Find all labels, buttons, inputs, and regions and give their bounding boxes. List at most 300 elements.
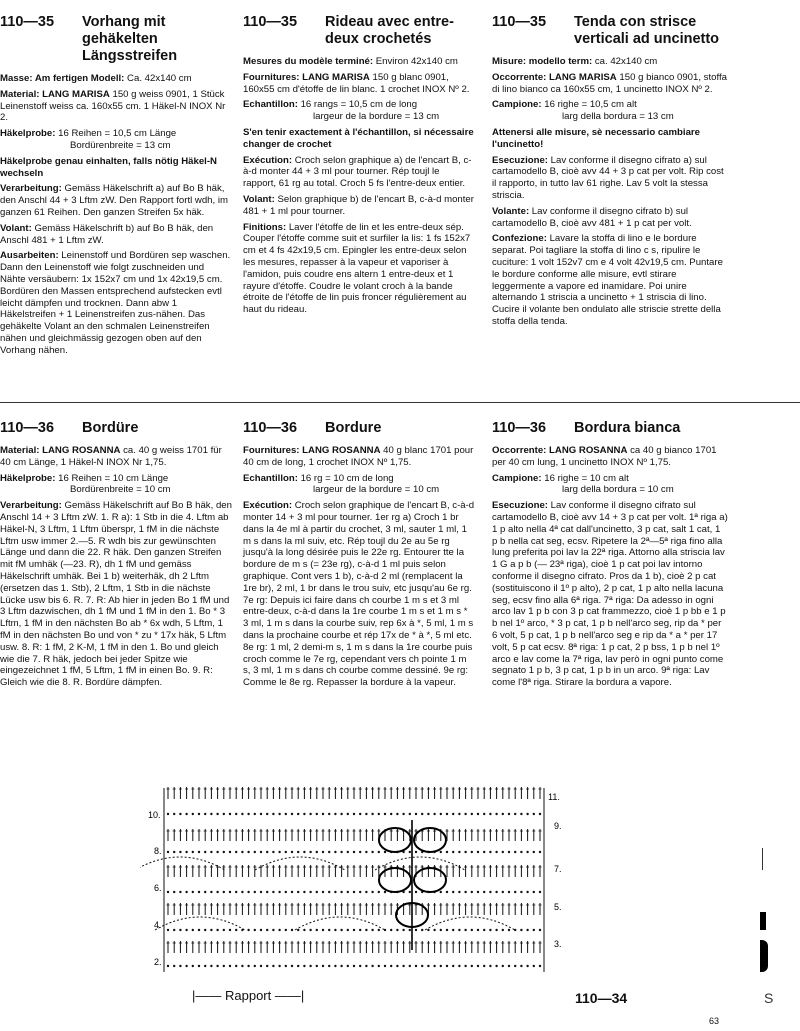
chain-symbol	[272, 851, 274, 853]
chain-symbol	[415, 813, 417, 815]
chain-symbol	[216, 965, 218, 967]
chain-symbol	[378, 891, 380, 893]
chain-symbol	[378, 813, 380, 815]
chain-symbol	[291, 813, 293, 815]
chain-symbol	[526, 851, 528, 853]
chain-symbol	[192, 851, 194, 853]
chain-symbol	[179, 851, 181, 853]
chain-symbol	[173, 813, 175, 815]
chain-symbol	[452, 813, 454, 815]
chain-symbol	[495, 965, 497, 967]
scallop-arc	[295, 917, 385, 930]
chain-symbol	[340, 813, 342, 815]
chain-symbol	[285, 929, 287, 931]
pattern-code: 110—36	[0, 420, 55, 436]
chain-symbol	[440, 929, 442, 931]
chain-symbol	[223, 813, 225, 815]
chain-symbol	[278, 929, 280, 931]
pattern-code: 110—36	[243, 420, 298, 436]
chain-symbol	[285, 813, 287, 815]
it-section-110-35	[492, 14, 728, 332]
chain-symbol	[254, 813, 256, 815]
row-label-left: 6.	[154, 883, 162, 893]
chain-symbol	[433, 965, 435, 967]
chain-symbol	[359, 813, 361, 815]
chart-row-labels	[148, 792, 562, 967]
chain-symbol	[309, 813, 311, 815]
chain-symbol	[278, 965, 280, 967]
chain-symbol	[229, 851, 231, 853]
chain-symbol	[291, 891, 293, 893]
chain-symbol	[241, 965, 243, 967]
chain-symbol	[464, 813, 466, 815]
chart-symbols	[140, 787, 544, 972]
chain-symbol	[446, 965, 448, 967]
chain-symbol	[415, 965, 417, 967]
chain-symbol	[229, 813, 231, 815]
chain-symbol	[204, 813, 206, 815]
rapport-label: Rapport	[225, 988, 272, 1003]
gauge-warning: S'en tenir exactement à l'échantillon, si nécessaire changer de crochet	[243, 126, 474, 150]
chain-symbol	[402, 813, 404, 815]
edge-mark	[760, 940, 768, 972]
chain-symbol	[415, 851, 417, 853]
chain-symbol	[458, 965, 460, 967]
chain-symbol	[340, 929, 342, 931]
gauge-line: Echantillon: 16 rg = 10 cm de long largeur de la bordure = 10 cm	[243, 472, 440, 496]
chain-symbol	[514, 813, 516, 815]
chain-symbol	[533, 813, 535, 815]
pattern-title: Bordure	[325, 420, 382, 436]
chain-symbol	[266, 965, 268, 967]
chain-symbol	[489, 891, 491, 893]
chain-symbol	[396, 965, 398, 967]
chain-symbol	[316, 851, 318, 853]
chain-symbol	[192, 965, 194, 967]
chain-symbol	[260, 813, 262, 815]
pattern-code: 110—36	[492, 420, 547, 436]
chain-symbol	[210, 813, 212, 815]
it-section-110-36	[492, 420, 728, 693]
chain-symbol	[464, 851, 466, 853]
chain-symbol	[483, 813, 485, 815]
chain-symbol	[254, 891, 256, 893]
chain-symbol	[334, 813, 336, 815]
chain-symbol	[216, 813, 218, 815]
chain-symbol	[266, 891, 268, 893]
chain-symbol	[328, 851, 330, 853]
instructions: Exécution: Croch selon graphique a) de l'encart B, c-à-d monter 44 + 3 ml pour tourner. Rép toujl le rapport, 61 rg au total. Croch 5 fs l'entre-deux entier.	[243, 154, 472, 190]
chain-symbol	[365, 891, 367, 893]
chain-symbol	[353, 929, 355, 931]
chain-symbol	[433, 813, 435, 815]
chain-symbol	[204, 929, 206, 931]
chain-symbol	[235, 965, 237, 967]
chain-symbol	[371, 813, 373, 815]
chain-symbol	[502, 929, 504, 931]
chain-symbol	[421, 965, 423, 967]
scallop-arc	[155, 917, 245, 930]
gauge-line: Häkelprobe: 16 Reihen = 10 cm Länge Bordürenbreite = 10 cm	[0, 472, 171, 496]
pattern-title: Rideau avec entre-deux crochetés	[325, 14, 454, 47]
chain-symbol	[464, 929, 466, 931]
chain-symbol	[278, 813, 280, 815]
chain-symbol	[278, 851, 280, 853]
chain-symbol	[247, 813, 249, 815]
chain-symbol	[247, 891, 249, 893]
chain-symbol	[421, 813, 423, 815]
chain-symbol	[328, 929, 330, 931]
chain-symbol	[291, 929, 293, 931]
chain-symbol	[526, 929, 528, 931]
crochet-chart	[140, 780, 580, 985]
row-label-right: 3.	[554, 939, 562, 949]
chain-symbol	[266, 851, 268, 853]
chart-code: 110—34	[575, 990, 628, 1006]
chain-symbol	[421, 929, 423, 931]
chain-symbol	[347, 813, 349, 815]
chain-symbol	[291, 965, 293, 967]
chain-symbol	[390, 813, 392, 815]
volant-line: Volant: Selon graphique b) de l'encart B, c-à-d monter 481 + 1 ml pour tourner.	[243, 193, 474, 217]
chain-symbol	[508, 965, 510, 967]
chain-symbol	[334, 891, 336, 893]
chain-symbol	[477, 813, 479, 815]
chain-symbol	[347, 891, 349, 893]
pattern-title: Tenda con strisce verticali ad uncinetto	[574, 14, 720, 47]
de-section-110-36	[0, 420, 232, 693]
chain-symbol	[185, 965, 187, 967]
chain-symbol	[260, 851, 262, 853]
chain-symbol	[471, 929, 473, 931]
chain-symbol	[409, 929, 411, 931]
chain-symbol	[229, 891, 231, 893]
chain-symbol	[427, 813, 429, 815]
chain-symbol	[328, 891, 330, 893]
chain-symbol	[539, 965, 541, 967]
page-number: 63	[709, 1016, 720, 1026]
pattern-title: Vorhang mit gehäkelten Längsstreifen	[82, 14, 178, 64]
chain-symbol	[179, 929, 181, 931]
finishing: Finitions: Laver l'étoffe de lin et les entre-deux sép. Couper l'étoffe comme suit et surfiler la lis: 1 fs 152x7 cm et 4 fs 42x19,5 cm. Epingler les entre-deux selon les mesures, repasser à la vapeur et vaporiser à l'amidon, puis coudre ens altern 1 entre-deux et 1 rayure d'étoffe. Coudre le volant croch à la bande étroite de l'étoffe de lin puis froncer régulièrement au haut du rideau.	[243, 221, 471, 316]
chain-symbol	[297, 965, 299, 967]
chain-symbol	[508, 851, 510, 853]
chain-symbol	[303, 929, 305, 931]
chain-symbol	[464, 965, 466, 967]
chain-symbol	[198, 813, 200, 815]
chain-symbol	[508, 891, 510, 893]
masse-line: Masse: Am fertigen Modell: Ca. 42x140 cm	[0, 73, 192, 84]
chain-symbol	[167, 929, 169, 931]
chain-symbol	[247, 851, 249, 853]
chain-symbol	[378, 965, 380, 967]
chain-symbol	[241, 851, 243, 853]
chain-symbol	[353, 965, 355, 967]
chain-symbol	[526, 813, 528, 815]
chain-symbol	[353, 813, 355, 815]
scallop-arc	[425, 917, 515, 930]
instructions: Esecuzione: Lav conforme il disegno cifrato a) sul cartamodello B, cioè avv 44 + 3 p cat per volt. Rip cost il rapporto, in tutto lav 61 righe. Lav 5 volt la stessa striscia.	[492, 154, 724, 201]
gauge-warning: Attenersi alle misure, sè necessario cambiare l'uncinetto!	[492, 126, 700, 150]
chain-symbol	[483, 851, 485, 853]
row-label-left: 2.	[154, 957, 162, 967]
scallop-arc	[255, 857, 345, 870]
instructions: Exécution: Croch selon graphique de l'encart B, c-à-d monter 14 + 3 ml pour tourner. 1er rg a) Croch 1 br dans la 4e ml à partir du crochet, 3 ml, sauter 1 ml, 1 m s dans la ml suiv, etc. Rép toujl du 2e au 5e rg jusqu'à la long désirée puis le 22e rg. Entourer tte la bordure de m s (= 23e rg), c-à-d 1 ml puis selon graphique. Cont vers 1 b), c-à-d 2 ml (remplacent la 1re br), 2 ml, 1 br dans le trou suiv, etc jusqu'au 6e rg. 7e rg: Depuis ici faire dans ch courbe 1 m s et 3 ml entre-deux, c-à-d dans la 1re courbe 1 m s et 1 m s * 3 ml, 1 m s dans la courbe suiv, rep 6x à *, 5 ml, 1 m s dans la prochaine courbe et rép 17x de * à *, 5 ml etc. 8e rg: 1 ml, 2 demi-m s, 1 m s dans la 1re courbe puis croch comme le 7e rg, cependant vers ch pointe 1 m s, 3 ml, 1 m s dans ch courbe comme dessiné. 9e rg: Comme le 8e rg. Repasser la bordure à la vapeur.	[243, 500, 475, 689]
chain-symbol	[440, 891, 442, 893]
chain-symbol	[223, 891, 225, 893]
chain-symbol	[371, 965, 373, 967]
chain-symbol	[458, 891, 460, 893]
row-label-right: 9.	[554, 821, 562, 831]
chain-symbol	[309, 851, 311, 853]
chain-symbol	[223, 965, 225, 967]
de-section-110-35	[0, 14, 232, 361]
chain-symbol	[384, 891, 386, 893]
material-line: Material: LANG MARISA 150 g weiss 0901, 1 Stück Leinenstoff weiss ca. 160x55 cm. 1 Häkel-N INOX Nr 2.	[0, 88, 226, 124]
chain-symbol	[433, 929, 435, 931]
instructions: Verarbeitung: Gemäss Häkelschrift a) auf Bo B häk, den Anschl 44 + 3 Lftm zW. Den Rapport fortl wdh, im ganzen 61 Reihen. Den ganzen Streifen 5x häk.	[0, 183, 228, 218]
chain-symbol	[235, 891, 237, 893]
chain-symbol	[223, 851, 225, 853]
pattern-code: 110—35	[492, 14, 547, 30]
chain-symbol	[198, 929, 200, 931]
chain-symbol	[520, 891, 522, 893]
chain-symbol	[464, 891, 466, 893]
scallop-arc	[140, 857, 225, 870]
chain-symbol	[198, 965, 200, 967]
chain-symbol	[533, 891, 535, 893]
chain-symbol	[303, 891, 305, 893]
chain-symbol	[365, 851, 367, 853]
instructions: Verarbeitung: Gemäss Häkelschrift auf Bo B häk, den Anschl 14 + 3 Lftm zW. 1. R a): 1 Stb in die 4. Lftm ab Häkel-N, 3 Lftm, 1 Lftm überspr, 1 fM in die nächste Lftm usw immer 2.—5. R wdh bis zur gewünschten Länge und dann die 22. R häk. Den ganzen Streifen mit fM umhäk (—23. R), dh 1 fM und gemäss Häkelschrift umhäk. Bei 1 b) weiterhäk, dh 2 Lftm (ersetzen das 1. Stb), 2 Lftm, 1 Stb in die nächste Lücke usw bis 6. R. 7. R: Ab hier in jeden Bo 1 fM und 3 Lftm dazwischen, dh 1 fM und 1 fM in den 1. Bo * 3 Lftm, 1 fM in den nächsten Bo ab * 6x wdh, 5 Lftm, 1 fM in den nächsten Bo und von * zu * 17x häk, 5 Lftm usw. 8. R: 1 fM, 2 K-M, 1 fM in den 1. Bo und gleich wie die 7. R häk, jedoch bei jeder Spitze wie eingezeichnet 1 fM, 5 Lftm, 1 fM in einen Bo. 9. R: Gleich wie die 8. R. Bordüre dämpfen.	[0, 500, 232, 689]
chain-symbol	[272, 813, 274, 815]
chain-symbol	[452, 965, 454, 967]
chain-symbol	[502, 851, 504, 853]
chain-symbol	[396, 813, 398, 815]
chain-symbol	[340, 891, 342, 893]
chain-symbol	[309, 891, 311, 893]
chain-symbol	[402, 965, 404, 967]
chain-symbol	[210, 891, 212, 893]
chain-symbol	[495, 929, 497, 931]
pattern-code: 110—35	[0, 14, 55, 30]
chain-symbol	[458, 929, 460, 931]
chain-symbol	[384, 813, 386, 815]
chain-symbol	[204, 965, 206, 967]
chain-symbol	[204, 891, 206, 893]
chain-symbol	[495, 891, 497, 893]
chain-symbol	[204, 851, 206, 853]
chain-symbol	[210, 929, 212, 931]
chain-symbol	[235, 851, 237, 853]
chain-symbol	[192, 813, 194, 815]
chain-symbol	[260, 965, 262, 967]
chain-symbol	[210, 965, 212, 967]
chain-symbol	[167, 813, 169, 815]
chain-symbol	[223, 929, 225, 931]
chain-symbol	[508, 813, 510, 815]
chain-symbol	[409, 891, 411, 893]
chain-symbol	[192, 929, 194, 931]
chain-symbol	[489, 851, 491, 853]
chain-symbol	[483, 965, 485, 967]
chain-symbol	[285, 851, 287, 853]
finishing: Ausarbeiten: Leinenstoff und Bordüren sep waschen. Dann den Leinenstoff wie folgt zuschneiden und Nähte versäubern: 1x 152x7 cm und 1x 42x19,5 cm. Bordüren den Massen entsprechend aufstecken evtl leicht dämpfen und trocknen. Dann abw 1 Häkelstreifen + 1 Leinenstreifen zus-nähen. Das gehäkelte Volant an den schmalen Leinenstreifen nähen und gleichmässig gezogen oben auf den Vorhang nähen.	[0, 250, 231, 356]
chain-symbol	[198, 851, 200, 853]
chain-symbol	[167, 891, 169, 893]
chain-symbol	[409, 813, 411, 815]
chain-symbol	[185, 813, 187, 815]
chain-symbol	[371, 851, 373, 853]
chain-symbol	[384, 965, 386, 967]
chain-symbol	[477, 965, 479, 967]
finishing: Confezione: Lavare la stoffa di lino e le bordure separat. Poi tagliare la stoffa di lino c s, ripulire le cuciture: 1 volt 152v7 cm e 4 volt 42v19,5 cm. Puntare le bordure conforme alle misure, evtl stirare leggermente a vapore ed inamidare. Poi unire alternando 1 striscia a uncinetto + 1 striscia di lino. Cucire il volante ben ondulato alle striscie strette della stoffa della tenda.	[492, 233, 723, 327]
chain-symbol	[328, 965, 330, 967]
chain-symbol	[322, 929, 324, 931]
chain-symbol	[198, 891, 200, 893]
chain-symbol	[365, 929, 367, 931]
chain-symbol	[526, 965, 528, 967]
chain-symbol	[297, 851, 299, 853]
chain-symbol	[303, 851, 305, 853]
chain-symbol	[452, 851, 454, 853]
chain-symbol	[489, 813, 491, 815]
chain-symbol	[359, 929, 361, 931]
chain-symbol	[254, 929, 256, 931]
row-label-left: 4.	[154, 920, 162, 930]
chain-symbol	[173, 891, 175, 893]
occorrente-line: Occorrente: LANG ROSANNA ca 40 g bianco 1701 per 40 cm lung, 1 uncinetto INOX Nº 1,75.	[492, 445, 717, 468]
chain-symbol	[254, 851, 256, 853]
chain-symbol	[185, 891, 187, 893]
chain-symbol	[322, 813, 324, 815]
chain-symbol	[502, 965, 504, 967]
chain-symbol	[272, 965, 274, 967]
chain-symbol	[334, 929, 336, 931]
chain-symbol	[495, 813, 497, 815]
chain-symbol	[173, 851, 175, 853]
fournitures-line: Fournitures: LANG MARISA 150 g blanc 0901, 160x55 cm d'étoffe de lin blanc. 1 crochet INOX Nº 2.	[243, 71, 470, 95]
chain-symbol	[539, 891, 541, 893]
chain-symbol	[402, 929, 404, 931]
chain-symbol	[539, 851, 541, 853]
chain-symbol	[353, 851, 355, 853]
chain-symbol	[309, 965, 311, 967]
chain-symbol	[427, 929, 429, 931]
chain-symbol	[440, 813, 442, 815]
chain-symbol	[371, 929, 373, 931]
chain-symbol	[458, 851, 460, 853]
chain-symbol	[347, 929, 349, 931]
chain-symbol	[216, 891, 218, 893]
chain-symbol	[415, 929, 417, 931]
chain-symbol	[229, 929, 231, 931]
volant-line: Volante: Lav conforme il disegno cifrato b) sul cartamodello B, cioè avv 481 + 1 p cat per volt.	[492, 205, 692, 229]
chain-symbol	[272, 891, 274, 893]
chain-symbol	[495, 851, 497, 853]
chain-symbol	[347, 965, 349, 967]
chain-symbol	[514, 851, 516, 853]
chain-symbol	[471, 965, 473, 967]
chain-symbol	[533, 965, 535, 967]
chain-symbol	[316, 929, 318, 931]
chain-symbol	[489, 965, 491, 967]
edge-letter: S	[764, 990, 774, 1006]
chain-symbol	[520, 851, 522, 853]
row-label-right: 5.	[554, 902, 562, 912]
chain-symbol	[291, 851, 293, 853]
material-line: Material: LANG ROSANNA ca. 40 g weiss 1701 für 40 cm Länge, 1 Häkel-N INOX Nr 1,75.	[0, 445, 222, 468]
chain-symbol	[458, 813, 460, 815]
gauge-line: Häkelprobe: 16 Reihen = 10,5 cm Länge Bordürenbreite = 13 cm	[0, 128, 177, 151]
chain-symbol	[390, 929, 392, 931]
chain-symbol	[539, 929, 541, 931]
chain-symbol	[526, 891, 528, 893]
row-label-left: 10.	[148, 810, 161, 820]
chain-symbol	[359, 965, 361, 967]
chain-symbol	[167, 965, 169, 967]
chain-symbol	[347, 851, 349, 853]
chain-symbol	[384, 851, 386, 853]
chain-symbol	[334, 965, 336, 967]
chain-symbol	[322, 891, 324, 893]
chain-symbol	[446, 891, 448, 893]
edge-mark	[760, 912, 766, 930]
chain-symbol	[285, 891, 287, 893]
chain-symbol	[520, 965, 522, 967]
chain-symbol	[303, 965, 305, 967]
chain-symbol	[508, 929, 510, 931]
occorrente-line: Occorrente: LANG MARISA 150 g bianco 0901, stoffa di lino bianco ca 160x55 cm, 1 uncinetto INOX Nº 2.	[492, 71, 727, 95]
fournitures-line: Fournitures: LANG ROSANNA 40 g blanc 1701 pour 40 cm de long, 1 crochet INOX Nº 1,75.	[243, 445, 474, 468]
chain-symbol	[210, 851, 212, 853]
chain-symbol	[272, 929, 274, 931]
chain-symbol	[229, 965, 231, 967]
chain-symbol	[241, 813, 243, 815]
chain-symbol	[167, 851, 169, 853]
chain-symbol	[192, 891, 194, 893]
chain-symbol	[334, 851, 336, 853]
chain-symbol	[278, 891, 280, 893]
edge-mark	[762, 848, 763, 870]
chain-symbol	[216, 851, 218, 853]
chain-symbol	[471, 891, 473, 893]
chain-symbol	[452, 891, 454, 893]
chain-symbol	[247, 965, 249, 967]
chain-symbol	[179, 965, 181, 967]
chain-symbol	[477, 929, 479, 931]
gauge-line: Campione: 16 righe = 10 cm alt larg della bordura = 10 cm	[492, 472, 674, 496]
chain-symbol	[173, 965, 175, 967]
chain-symbol	[409, 965, 411, 967]
chain-symbol	[415, 891, 417, 893]
chain-symbol	[440, 965, 442, 967]
chain-symbol	[359, 851, 361, 853]
leaf-motif	[379, 868, 411, 892]
chain-symbol	[260, 891, 262, 893]
pattern-title: Bordura bianca	[574, 420, 681, 436]
chain-symbol	[247, 929, 249, 931]
chain-symbol	[322, 851, 324, 853]
chain-symbol	[396, 929, 398, 931]
chain-symbol	[316, 891, 318, 893]
chain-symbol	[390, 965, 392, 967]
chain-symbol	[359, 891, 361, 893]
chain-symbol	[533, 929, 535, 931]
chain-symbol	[303, 813, 305, 815]
chain-symbol	[520, 813, 522, 815]
chain-symbol	[241, 891, 243, 893]
